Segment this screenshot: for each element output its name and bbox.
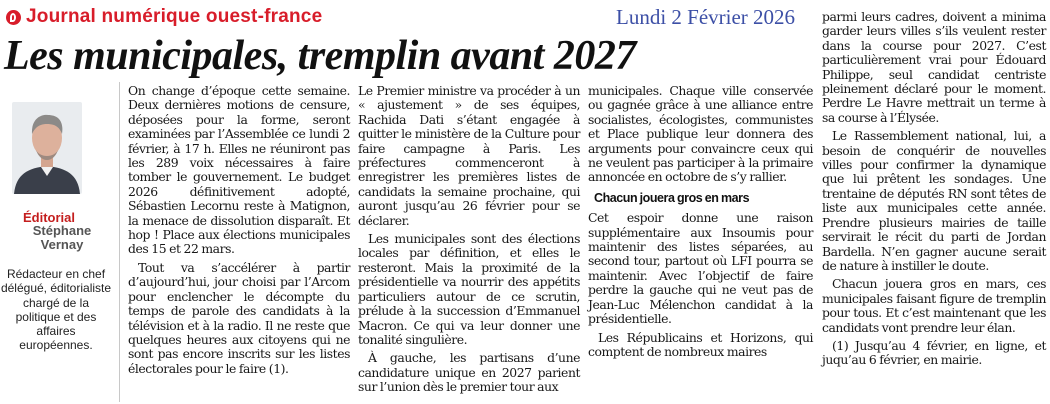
masthead <box>0 0 820 32</box>
paragraph: Le Premier ministre va procéder à un « ajustement » de ses équipes, Rachida Dati s’étant engagée à quitter le ministère de la Culture pour faire campagne à Paris. Les préfectures commenceront à enregistrer les premières listes de candidats la semaine prochaine, qui auront jusqu’au 26 février pour se déclarer. <box>358 83 580 228</box>
column-4 <box>822 10 1046 372</box>
footnote: (1) Jusqu’au 4 février, en ligne, et juqu’au 6 février, en mairie. <box>822 337 1046 368</box>
author-photo <box>12 102 82 194</box>
column-3 <box>588 84 813 363</box>
column-divider <box>119 82 120 402</box>
location-pin-icon <box>6 10 21 25</box>
paragraph: Le Rassemblement national, lui, a besoin de conquérir de nouvelles villes pour confirmer la dynamique que lui prêtent les sondages. Une trentaine de députés RN sont têtes de liste aux municipales cette année. Prendre plusieurs mairies de taille servirait le récit du parti de Jordan Bardella. N’en gagner aucune serait de nature à instiller le doute. <box>822 128 1046 273</box>
column-1 <box>128 84 350 380</box>
author-role: Rédacteur en chef délégué, éditorialiste chargé de la politique et des affaires européennes. <box>0 267 112 353</box>
author-sidebar <box>0 82 118 404</box>
author-name[interactable] <box>22 224 102 252</box>
author-last-name: Vernay <box>40 237 84 252</box>
paragraph: On change d’époque cette semaine. Deux dernières motions de censure, déposées pour la forme, seront examinées par l’Assemblée ce lundi 2 février, à 17 h. Elles ne réuniront pas les 289 voix nécessaires à faire tomber le gouvernement. Le budget 2026 définitivement adopté, Sébastien Lecornu reste à Matignon, la menace de dissolution disparaît. Et hop ! Place aux élections municipales des 15 et 22 mars. <box>128 83 350 257</box>
paragraph: Chacun jouera gros en mars, ces municipales faisant figure de tremplin pour tous. Et c’est maintenant que les candidats vont prendre leur élan. <box>822 276 1046 335</box>
paragraph: Les municipales sont des élections locales par définition, et elles le resteront. Mais la proximité de la présidentielle va nourrir des appétits particuliers autour de ce scrutin, prélude à la succession d’Emmanuel Macron. Ce qui va leur donner une tonalité singulière. <box>358 231 580 347</box>
column-2 <box>358 84 580 399</box>
section-label: Éditorial <box>23 210 76 225</box>
paragraph: parmi leurs cadres, doivent a minima garder leurs villes s’ils veulent rester dans la course pour 2027. C’est particulièrement vrai pour Édouard Philippe, seul candidat centriste pleinement déclaré pour le moment. Perdre Le Havre mettrait un terme à sa course à l’Élysée. <box>822 9 1046 125</box>
paragraph: municipales. Chaque ville conservée ou gagnée grâce à une alliance entre socialistes, écologistes, communistes et Place publique leur donnera des arguments pour convaincre ceux qui ne veulent pas participer à la primaire annoncée en octobre de s’y rallier. <box>588 83 813 185</box>
paragraph: Tout va s’accélérer à partir d’aujourd’hui, jour choisi par l’Arcom pour enclencher le décompte du temps de parole des candidats à la télévision et à la radio. Il ne reste que quelques heures aux citoyens qui ne sont pas encore inscrits sur les listes électorales pour le faire (1). <box>128 259 350 376</box>
publication-date: Lundi 2 Février 2026 <box>616 5 796 29</box>
brand[interactable] <box>6 6 322 28</box>
paragraph: Cet espoir donne une raison supplémentaire aux Insoumis pour maintenir des listes séparées, au second tour, partout où LFI pourra se maintenir. Avec l’objectif de faire perdre la gauche qui ne veut pas de Jean-Luc Mélenchon candidat à la présidentielle. <box>588 210 813 327</box>
brand-name: Journal numérique ouest-france <box>26 6 323 27</box>
author-first-name: Stéphane <box>32 223 92 238</box>
paragraph: Les Républicains et Horizons, qui comptent de nombreux maires <box>588 329 813 359</box>
subheading: Chacun jouera gros en mars <box>594 190 750 205</box>
paragraph: À gauche, les partisans d’une candidature unique en 2027 parient sur l’union dès le premier tour aux <box>358 350 580 395</box>
headline: Les municipales, tremplin avant 2027 <box>4 33 636 79</box>
